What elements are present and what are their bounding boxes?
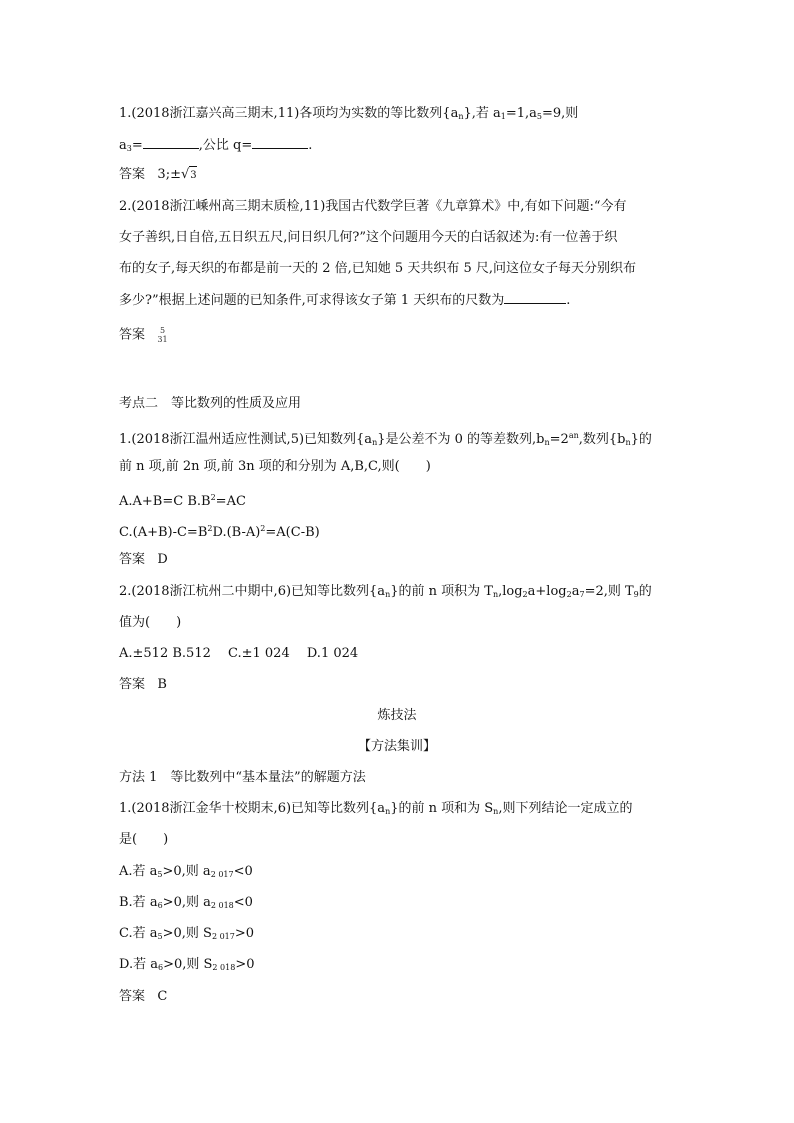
sub-n: n (385, 807, 391, 816)
s2-q1-line2: 前 n 项,前 2n 项,前 3n 项的和分别为 A,B,C,则( ) (119, 459, 431, 474)
optD-c: >0 (235, 957, 255, 972)
answer-value: B (157, 677, 167, 692)
answer-blank[interactable] (252, 136, 308, 149)
q1-text-d: =9,则 (542, 106, 579, 121)
sub-n: n (625, 438, 631, 447)
method-subheading: 【方法集训】 (357, 739, 436, 754)
sub-n: n (458, 112, 464, 121)
q1-answer (119, 166, 197, 185)
method-title: 方法 1 等比数列中“基本量法”的解题方法 (119, 770, 366, 785)
m-q1-optD (119, 956, 255, 977)
optA-b: >0,则 a (162, 864, 211, 879)
s2-q1-line1 (119, 427, 652, 452)
answer-value: D (157, 552, 168, 567)
answer-label: 答案 (119, 167, 146, 182)
sup-2: 2 (207, 524, 213, 533)
s2q1-d: ,数列{b (578, 432, 626, 447)
q1-line1 (119, 105, 578, 126)
optC-b: >0,则 S (162, 926, 212, 941)
sub-5: 5 (536, 112, 543, 121)
m-q1-optC (119, 925, 254, 946)
method-heading: 炼技法 (377, 708, 417, 723)
optB-b: >0,则 a (162, 895, 211, 910)
s2q1-c: =2 (549, 432, 569, 447)
q2-line3: 布的女子,每天织的布都是前一天的 2 倍,已知她 5 天共织布 5 尺,问这位女子每天分别织布 (119, 261, 637, 276)
optC-c: >0 (234, 926, 255, 941)
sup-2: 2 (260, 524, 266, 533)
s2q2-c: ,log (498, 584, 523, 599)
optB-a: B.若 a (119, 895, 158, 910)
sub-n: n (544, 438, 550, 447)
q2-line1: 2.(2018浙江嵊州高三期末质检,11)我国古代数学巨著《九章算术》中,有如下问题:“今有 (119, 199, 627, 214)
option-a: A.A+B=C B.B (119, 494, 211, 509)
sub: 5 (157, 870, 163, 879)
s2-q1-answer (119, 551, 168, 569)
s2q2-f: =2,则 T (584, 584, 634, 599)
optD-b: >0,则 S (163, 957, 213, 972)
mq1-a: 1.(2018浙江金华十校期末,6)已知等比数列{a (119, 801, 386, 816)
s2-q2-line2: 值为( ) (119, 615, 182, 630)
s2-q2-line1 (119, 583, 652, 604)
q1-line2 (119, 136, 312, 158)
sub: 2 017 (211, 932, 235, 941)
mq1-b: }的前 n 项和为 S (390, 801, 494, 816)
q1-text-a: 1.(2018浙江嘉兴高三期末,11)各项均为实数的等比数列{a (119, 106, 459, 121)
q2-line4 (119, 291, 570, 310)
section-title: 考点二 等比数列的性质及应用 (119, 396, 302, 411)
q2-line2: 女子善织,日自倍,五日织五尺,问日织几何?”这个问题用今天的白话叙述为:有一位善于织 (119, 230, 618, 245)
optA-c: <0 (233, 864, 253, 879)
s2-q1-optC (119, 520, 320, 542)
sub-9: 9 (633, 590, 639, 599)
option-b-end: =AC (215, 494, 246, 509)
s2q1-b: }是公差不为 0 的等差数列,b (377, 432, 545, 447)
m-q1-optA (119, 863, 253, 884)
answer-root: 3 (189, 166, 196, 185)
optA-a: A.若 a (119, 864, 158, 879)
sub: 2 017 (210, 870, 234, 879)
s2-q1-optA (119, 489, 246, 511)
s2q2-g: 的 (638, 584, 652, 599)
answer-label: 答案 (119, 327, 146, 343)
answer-blank[interactable] (504, 291, 566, 304)
s2q1-e: }的 (630, 432, 652, 447)
answer-label: 答案 (119, 552, 146, 567)
answer-blank[interactable] (143, 136, 199, 149)
sub-2: 2 (566, 590, 572, 599)
sub-7: 7 (579, 590, 585, 599)
denominator: 31 (157, 335, 168, 344)
option-c: C.(A+B)-C=B (119, 525, 208, 540)
m-q1-optB (119, 894, 253, 915)
sub-3: 3 (126, 144, 132, 153)
answer-value: C (157, 989, 168, 1004)
q1-a: a (119, 138, 127, 153)
sub-n: n (372, 438, 378, 447)
q2-line4-text: 多少?”根据上述问题的已知条件,可求得该女子第 1 天织布的尺数为 (119, 293, 505, 308)
m-q1-line1 (119, 800, 632, 821)
sub-2: 2 (522, 590, 528, 599)
optC-a: C.若 a (119, 926, 158, 941)
sub-n: n (493, 807, 499, 816)
numerator: 5 (159, 326, 166, 335)
sub: 6 (157, 901, 163, 910)
s2-q2-options: A.±512 B.512 C.±1 024 D.1 024 (119, 646, 359, 661)
sub: 5 (157, 932, 163, 941)
sub-n: n (385, 590, 391, 599)
q1-text-c: =1,a (505, 106, 537, 121)
sub-n: n (492, 590, 499, 599)
q1-eq: = (131, 138, 143, 153)
q1-end: . (308, 138, 313, 153)
q2-end: . (566, 293, 571, 308)
option-d-end: =A(C-B) (265, 525, 320, 540)
s2q2-d2: a (571, 584, 580, 599)
option-d: D.(B-A) (212, 525, 261, 540)
answer-label: 答案 (119, 677, 146, 692)
q1-text-b: },若 a (463, 106, 501, 121)
s2q2-a: 2.(2018浙江杭州二中期中,6)已知等比数列{a (119, 584, 386, 599)
fraction (157, 326, 167, 344)
m-q1-line2: 是( ) (119, 832, 169, 847)
sub-1: 1 (500, 112, 506, 121)
sup-2: 2 (210, 493, 216, 502)
q2-answer (119, 326, 168, 345)
sup-an: an (568, 431, 579, 440)
m-q1-answer (119, 988, 167, 1006)
optD-a: D.若 a (119, 957, 158, 972)
mq1-c: ,则下列结论一定成立的 (498, 801, 633, 816)
sub: 6 (157, 963, 164, 972)
s2q2-b: }的前 n 项积为 T (390, 584, 493, 599)
sqrt-icon: √ (180, 167, 190, 182)
s2q1-a: 1.(2018浙江温州适应性测试,5)已知数列{a (119, 432, 373, 447)
s2q2-d: a (527, 584, 536, 599)
sub: 2 018 (212, 963, 236, 972)
s2q2-e: +log (535, 584, 567, 599)
answer-value: 3;± (157, 167, 181, 182)
answer-label: 答案 (119, 989, 146, 1004)
optB-c: <0 (233, 895, 253, 910)
s2-q2-answer (119, 676, 167, 694)
sub: 2 018 (210, 901, 234, 910)
q1-ratio: ,公比 q= (198, 138, 253, 153)
